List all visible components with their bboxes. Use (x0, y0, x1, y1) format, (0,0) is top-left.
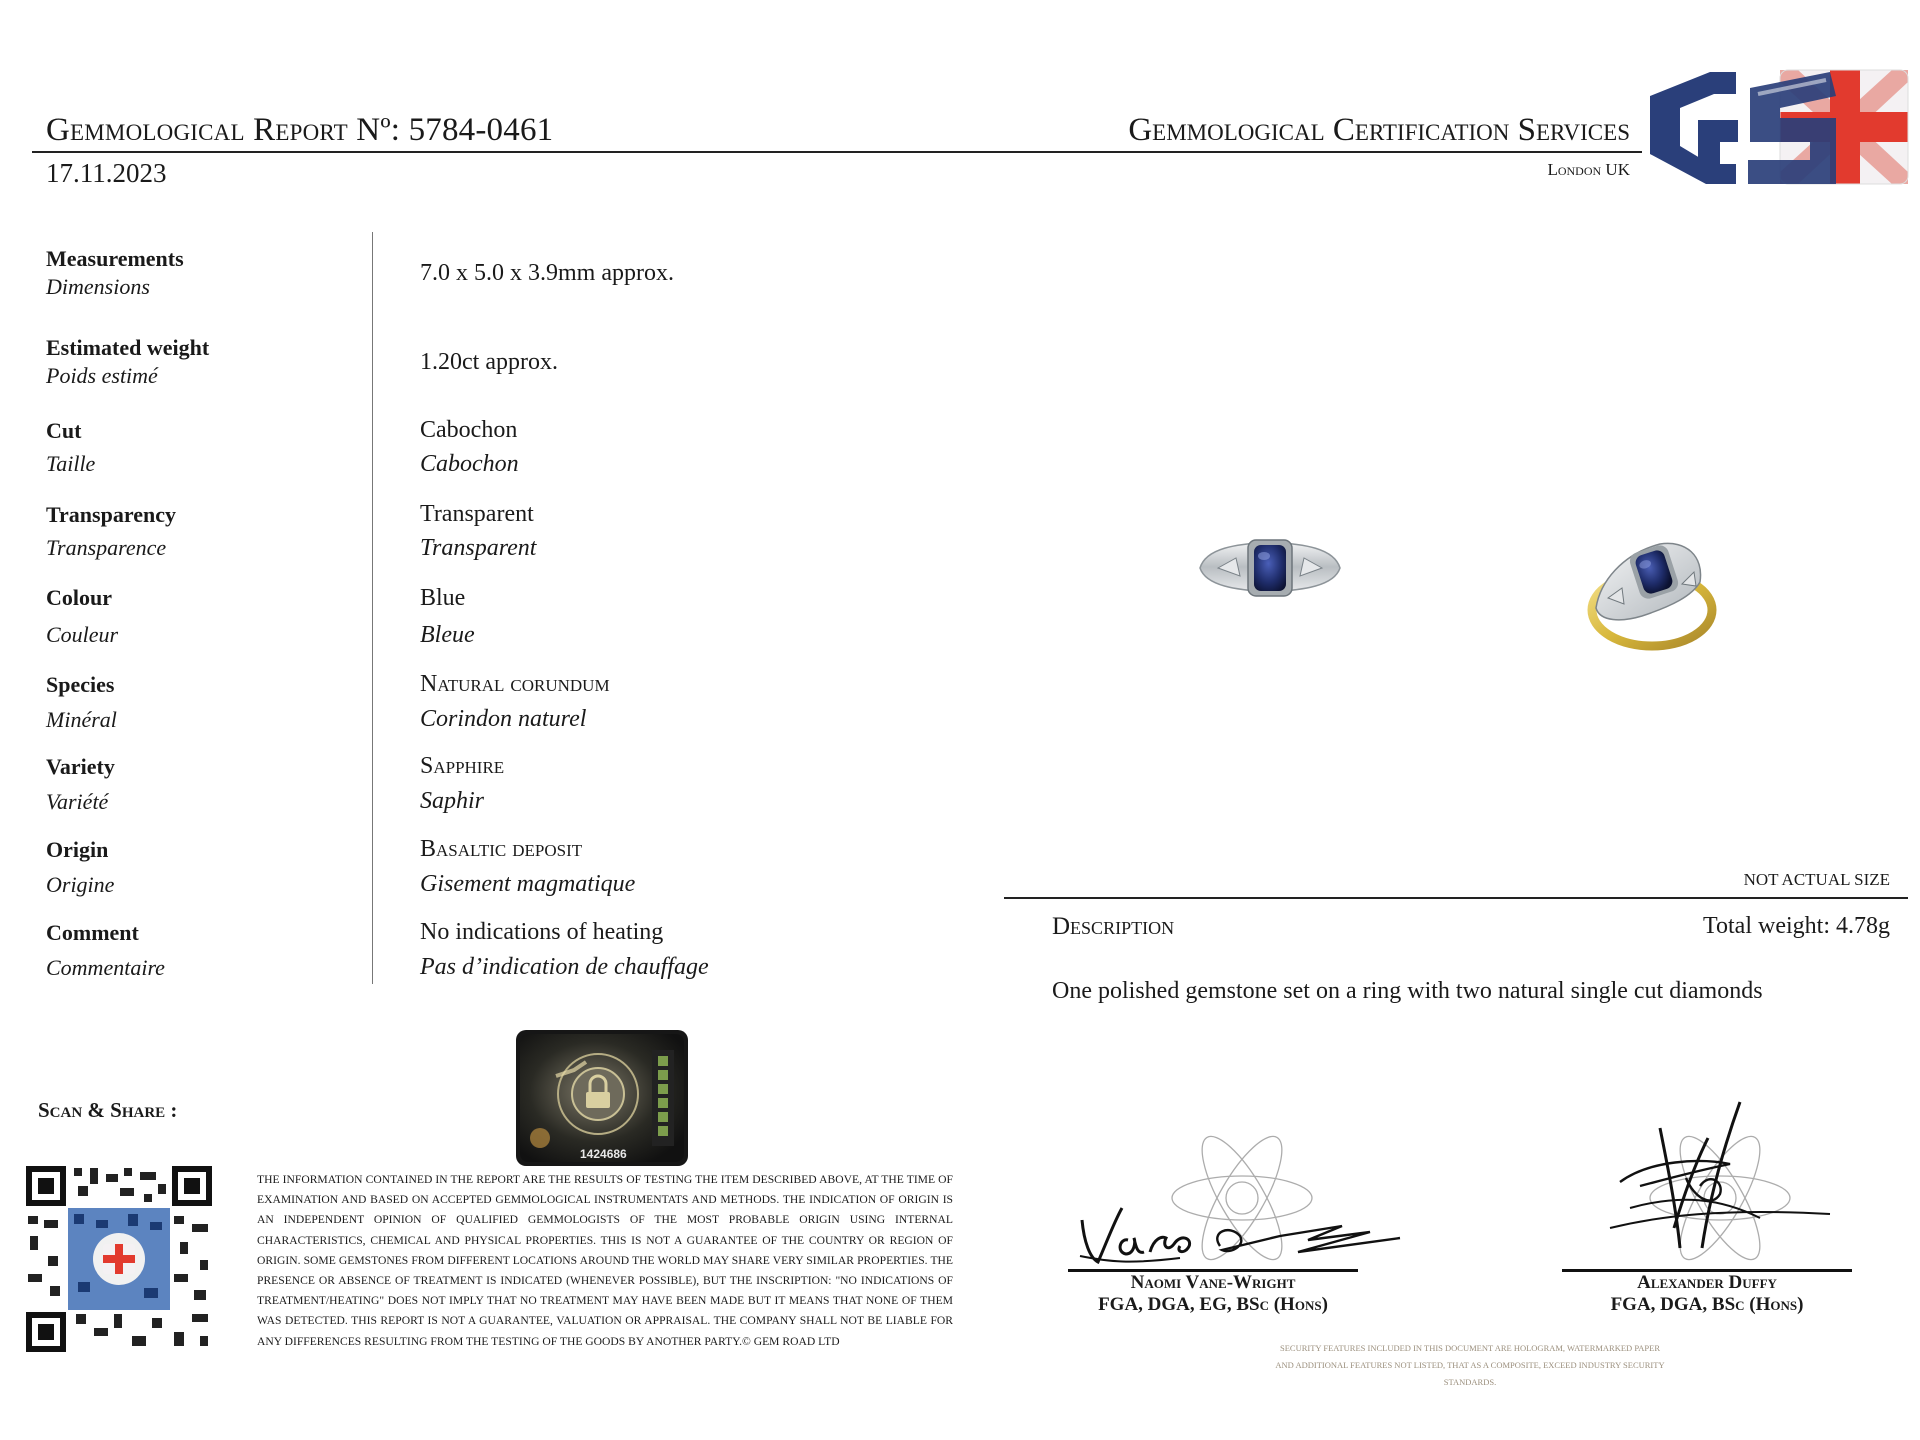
value-measurements: 7.0 x 5.0 x 3.9mm approx. (420, 260, 674, 286)
ring-angle-image (1582, 524, 1718, 656)
ring-front-image (1196, 526, 1344, 608)
value-comment: No indications of heating (420, 919, 664, 945)
signatory-name-left: Naomi Vane-Wright (1130, 1272, 1296, 1293)
company-name: Gemmological Certification Services (1128, 112, 1630, 148)
label-transparency: Transparency (46, 502, 176, 527)
label-origin: Origin (46, 837, 109, 862)
value-variety-fr: Saphir (420, 788, 485, 814)
label-cut-fr: Taille (46, 451, 96, 476)
label-variety-fr: Variété (46, 789, 109, 814)
label-measurements-fr: Dimensions (46, 274, 150, 299)
security-features-note: SECURITY FEATURES INCLUDED IN THIS DOCUMENT ARE HOLOGRAM, WATERMARKED PAPER AND ADDITIONAL FEATURES NOT LISTED, THAT AS A COMPOSITE, EXCEED INDUSTRY SECURITY STANDARDS. (1275, 1343, 1665, 1387)
signatory-name-right: Alexander Duffy (1637, 1272, 1777, 1293)
label-transparency-fr: Transparence (46, 535, 167, 560)
report-title: Gemmological Report Nº: 5784-0461 (46, 112, 554, 148)
signature-right (1590, 1098, 1850, 1278)
label-species: Species (46, 672, 115, 697)
gcs-flag-logo (1640, 68, 1910, 186)
description-label: Description (1052, 913, 1175, 940)
label-species-fr: Minéral (46, 707, 117, 732)
total-weight: Total weight: 4.78g (1703, 913, 1890, 939)
qr-code[interactable] (24, 1164, 214, 1354)
label-comment-fr: Commentaire (46, 955, 165, 980)
value-estimated-weight: 1.20ct approx. (420, 349, 558, 375)
label-cut: Cut (46, 418, 82, 443)
value-origin: Basaltic deposit (420, 836, 583, 862)
label-variety: Variety (46, 754, 115, 779)
label-colour-fr: Couleur (46, 622, 119, 647)
header-rule (32, 151, 1642, 153)
signatory-quals-left: FGA, DGA, EG, BSc (Hons) (1098, 1294, 1328, 1315)
value-cut: Cabochon (420, 417, 518, 443)
report-date: 17.11.2023 (46, 158, 167, 188)
value-colour-fr: Bleue (420, 622, 475, 648)
properties-divider (372, 232, 373, 984)
scan-share-label: Scan & Share : (38, 1098, 178, 1122)
not-actual-size-note: NOT ACTUAL SIZE (1743, 870, 1890, 889)
doclock-hologram-seal (516, 1030, 688, 1166)
value-origin-fr: Gisement magmatique (420, 871, 636, 897)
value-transparency-fr: Transparent (420, 535, 537, 561)
description-text: One polished gemstone set on a ring with two natural single cut diamonds (1052, 978, 1763, 1004)
company-location: London UK (1547, 160, 1630, 179)
label-origin-fr: Origine (46, 872, 115, 897)
label-comment: Comment (46, 920, 139, 945)
label-estimated-weight: Estimated weight (46, 335, 210, 360)
label-estimated-weight-fr: Poids estimé (46, 363, 158, 388)
value-cut-fr: Cabochon (420, 451, 519, 477)
value-variety: Sapphire (420, 753, 505, 779)
seal-number: 1424686 (580, 1147, 627, 1161)
disclaimer-text: THE INFORMATION CONTAINED IN THE REPORT ARE THE RESULTS OF TESTING THE ITEM DESCRIBED ABOVE, AT THE TIME OF EXAMINATION AND BASED ON ACCEPTED GEMMOLOGICAL INSTRUMENTATS AND METHODS. THE INDICATION OF ORIGIN IS AN INDEPENDENT OPINION OF QUALIFIED GEMMOLOGISTS OF THE MOST PROBABLE ORIGIN USING INTERNAL CHARACTERISTICS, CHEMICAL AND PHYSICAL PROPERTIES. THIS IS NOT A GUARANTEE OF THE COUNTRY OR REGION OF ORIGIN. SOME GEMSTONES FROM DIFFERENT LOCATIONS AROUND THE WORLD MAY SHARE VERY SIMILAR PROPERTIES. THE PRESENCE OR ABSENCE OF TREATMENT IS INDICATED (WHENEVER POSSIBLE), BUT THE INSCRIPTION: "NO INDICATIONS OF TREATMENT/HEATING" DOES NOT IMPLY THAT NO TREATMENT MAY HAVE BEEN MADE BUT IT MEANS THAT NONE OF THEM WAS DETECTED. THIS REPORT IS NOT A GUARANTEE, VALUATION OR APPRAISAL. THE COMPANY SHALL NOT BE LIABLE FOR ANY DIFFERENCES RESULTING FROM THE TESTING OF THE GOODS BY ANOTHER PARTY.© GEM ROAD LTD (257, 1173, 953, 1348)
label-colour: Colour (46, 585, 112, 610)
signatory-quals-right: FGA, DGA, BSc (Hons) (1610, 1294, 1804, 1315)
value-transparency: Transparent (420, 501, 534, 527)
value-colour: Blue (420, 585, 466, 611)
value-species: Natural corundum (420, 671, 610, 697)
value-comment-fr: Pas d’indication de chauffage (420, 954, 709, 980)
description-rule (1004, 897, 1908, 899)
value-species-fr: Corindon naturel (420, 706, 587, 732)
label-measurements: Measurements (46, 246, 184, 271)
